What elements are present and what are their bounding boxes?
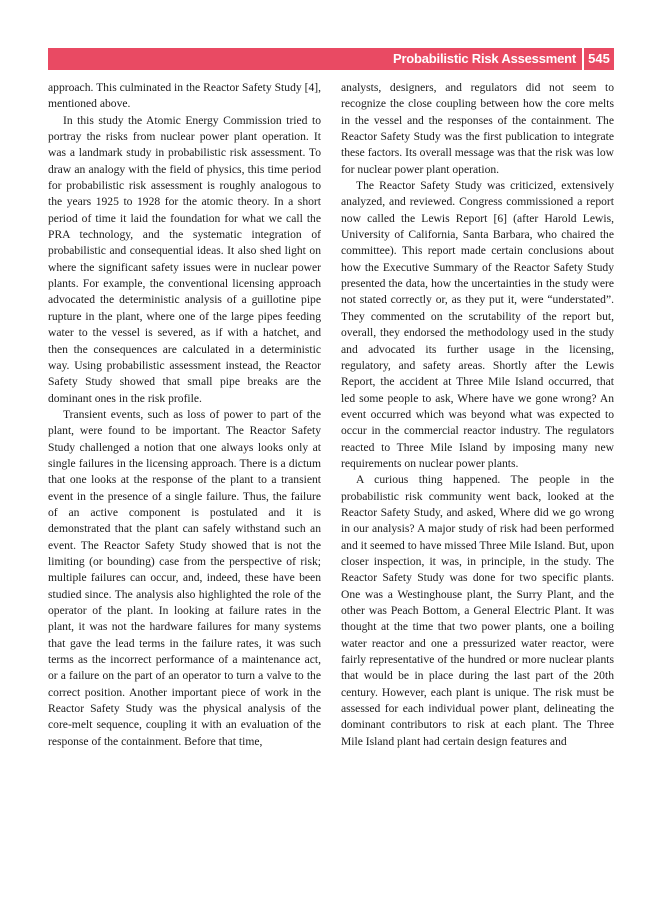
paragraph: In this study the Atomic Energy Commission tried to portray the risks from nuclear power plant operation. It was a landmark study in probabilistic risk assessment. To draw an analogy with the field of physics, this time period for probabilistic risk assessment is roughly analogous to the years 1925 to 1928 for the atomic theory. In a short period of time it laid the foundation for what we call the PRA technology, and the systematic integration of probabilistic and consequential ideas. It also shed light on where the significant safety issues were in nuclear power plants. For example, the conventional licensing approach advocated the deterministic analysis of a guillotine pipe rupture in the plant, where one of the large pipes feeding water to the vessel is severed, as if with a hatchet, and then the consequences are calculated in a deterministic way. Using probabilistic assessment instead, the Reactor Safety Study showed that small pipe breaks are the dominant ones in the risk profile. — [48, 113, 321, 405]
paragraph: Transient events, such as loss of power to part of the plant, were found to be important. The Reactor Safety Study challenged a notion that one always looks only at single failures in the licensing approach. There is a dictum that one looks at the response of the plant to a transient event in the presence of a single failure. Thus, the failure of an active component is postulated and it is demonstrated that the plant can safely withstand such an event. The Reactor Safety Study showed that is not the limiting (or bounding) case from the perspective of risk; multiple failures can occur, and, indeed, these have been studied since. The analysis also highlighted the role of the operator of the plant. In looking at failure rates in the plant, it was not the hardware failures for many systems that gave the lead terms in the failure rates, it was such terms as the incorrect performance of a maintenance act, or a failure on the part of an operator to turn a valve to the correct position. Another important piece of work in the Reactor Safety Study was the physical analysis of the core-melt sequence, coupling it with an evaluation of the response of the containment. Before that time, — [48, 407, 321, 748]
paragraph: A curious thing happened. The people in the probabilistic risk community went back, looked at the Reactor Safety Study, and asked, Where did we go wrong in our analysis? A major study of risk had been performed and it seemed to have missed Three Mile Island. But, upon closer inspection, it was, in principle, in the study. The Reactor Safety Study was done for two specific plants. One was a Westinghouse plant, the Surry Plant, and the other was Peach Bottom, a General Electric Plant. It was thought at the time that two power plants, one a boiling water reactor and one a pressurized water reactor, were fairly representative of the hundred or more nuclear plants that would be in place during the last part of the 20th century. However, each plant is unique. The risk must be assessed for each individual power plant, delineating the dominant contributors to risk at each plant. The Three Mile Island plant had certain design features and — [341, 473, 614, 748]
page-number: 545 — [588, 51, 610, 66]
paragraph: The Reactor Safety Study was criticized, extensively analyzed, and reviewed. Congress commissioned a report now called the Lewis Report [6] (after Harold Lewis, University of California, Santa Barbara, who chaired the committee). This report made certain conclusions about how the Executive Summary of the Reactor Safety Study presented the data, how the uncertainties in the study were not stated correctly or, as they put it, were “understated”. They commented on the scrutability of the report but, overall, they endorsed the methodology used in the study and advocated its further usage in the licensing, regulatory, and safety areas. Shortly after the Lewis Report, the accident at Three Mile Island occurred, that led some people to ask, Where have we gone wrong? An event occurred which was beyond what was expected to occur in the commercial reactor industry. The regulators reacted to Three Mile Island by imposing many new requirements on nuclear power plants. — [341, 179, 614, 470]
right-column — [341, 80, 614, 750]
running-header — [48, 48, 614, 70]
left-column — [48, 80, 321, 750]
running-header-title: Probabilistic Risk Assessment — [392, 51, 576, 66]
paragraph: analysts, designers, and regulators did not seem to recognize the close coupling between how the core melts in the vessel and the responses of the containment. The Reactor Safety Study was the first publication to integrate these factors. Its overall message was that the risk was low for nuclear power plant operation. — [341, 81, 614, 176]
paragraph: approach. This culminated in the Reactor Safety Study [4], mentioned above. — [48, 81, 321, 111]
